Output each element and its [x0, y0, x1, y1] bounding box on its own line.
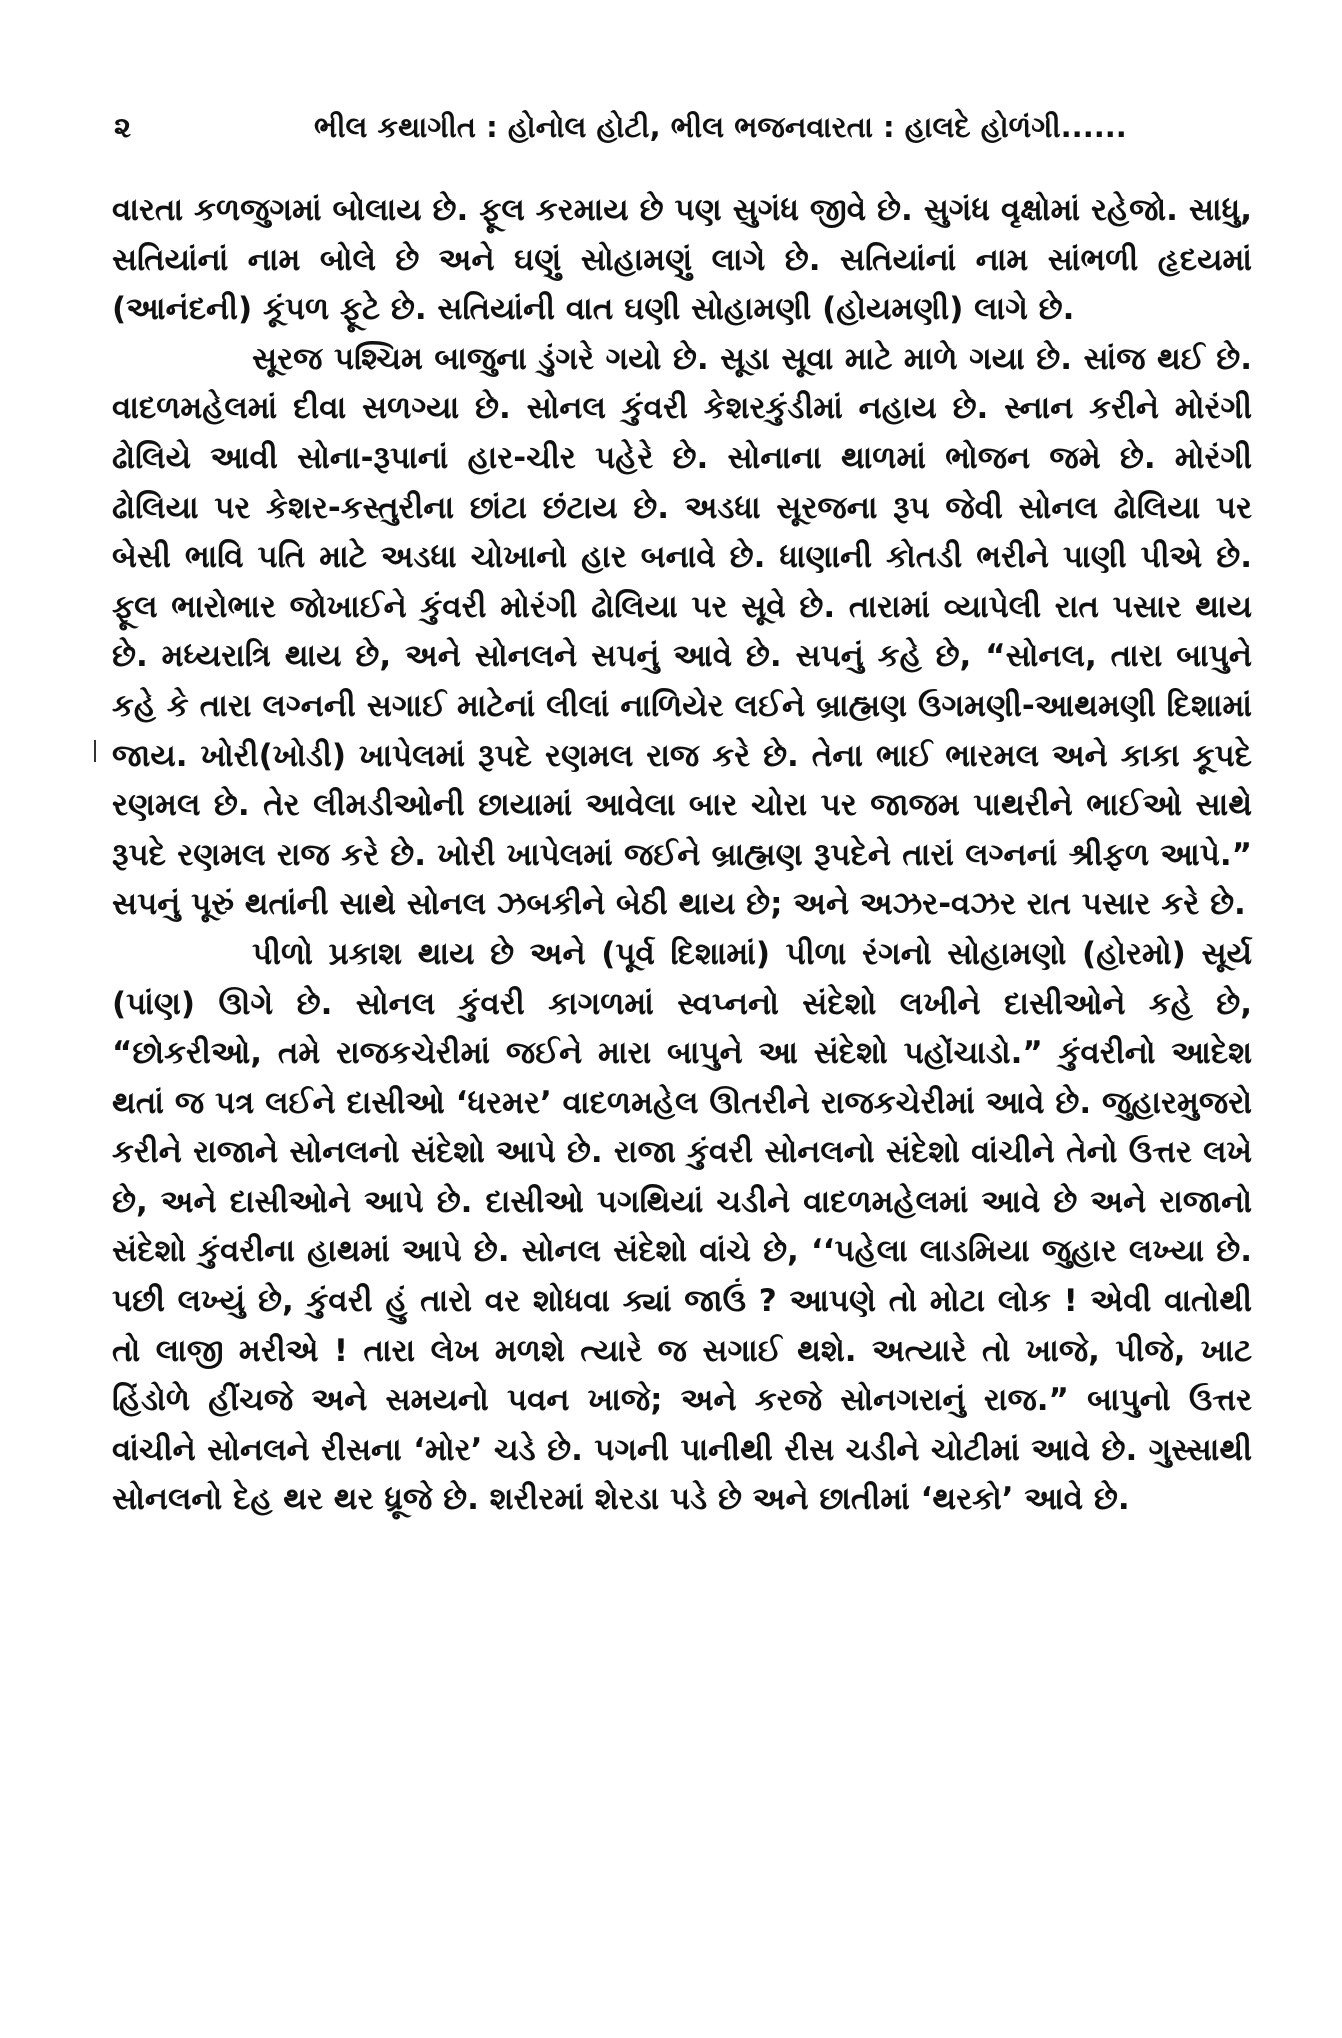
running-title: ભીલ કથાગીત : હોનોલ હોટી, ભીલ ભજનવારતા : હાલદે હોળંગી......: [314, 110, 1127, 144]
paragraph-3: પીળો પ્રકાશ થાય છે અને (પૂર્વ દિશામાં) પીળા રંગનો સોહામણો (હોરમો) સૂર્ય (પાંણ) ઊગે છે. સોનલ કુંવરી કાગળમાં સ્વપ્નનો સંદેશો લખીને દાસીઓને કહે છે, “છોકરીઓ, તમે રાજકચેરીમાં જઈને મારા બાપુને આ સંદેશો પહોંચાડો.” કુંવરીનો આદેશ થતાં જ પત્ર લઈને દાસીઓ ‘ધરમર’ વાદળમહેલ ઊતરીને રાજકચેરીમાં આવે છે. જુહારમુજરો કરીને રાજાને સોનલનો સંદેશો આપે છે. રાજા કુંવરી સોનલનો સંદેશો વાંચીને તેનો ઉત્તર લખે છે, અને દાસીઓને આપે છે. દાસીઓ પગથિયાં ચડીને વાદળમહેલમાં આવે છે અને રાજાનો સંદેશો કુંવરીના હાથમાં આપે છે. સોનલ સંદેશો વાંચે છે, ‘‘પહેલા લાડમિયા જુહાર લખ્યા છે. પછી લખ્યું છે, કુંવરી હું તારો વર શોધવા ક્યાં જાઉં ? આપણે તો મોટા લોક ! એવી વાતોથી તો લાજી મરીએ ! તારા લેખ મળશે ત્યારે જ સગાઈ થશે. અત્યારે તો ખાજે, પીજે, ખાટ હિંડોળે હીંચજે અને સમયનો પવન ખાજે; અને કરજે સોનગરાનું રાજ.” બાપુનો ઉત્તર વાંચીને સોનલને રીસના ‘મોર’ ચડે છે. પગની પાનીથી રીસ ચડીને ચોટીમાં આવે છે. ગુસ્સાથી સોનલનો દેહ થર થર ધ્રૂજે છે. શરીરમાં શેરડા પડે છે અને છાતીમાં ‘થરકો’ આવે છે.: [112, 935, 1252, 1518]
body-text: [112, 186, 1252, 1525]
paragraph-1: વારતા કળજુગમાં બોલાય છે. ફૂલ કરમાય છે પણ સુગંધ જીવે છે. સુગંધ વૃક્ષોમાં રહેજો. સાધુ, સતિયાંનાં નામ બોલે છે અને ઘણું સોહામણું લાગે છે. સતિયાંનાં નામ સાંભળી હૃદયમાં (આનંદની) કૂંપળ ફૂટે છે. સતિયાંની વાત ઘણી સોહામણી (હોયમણી) લાગે છે.: [112, 192, 1252, 328]
paragraph-2: સૂરજ પશ્ચિમ બાજુના ડુંગરે ગયો છે. સૂડા સૂવા માટે માળે ગયા છે. સાંજ થઈ છે. વાદળમહેલમાં દીવા સળગ્યા છે. સોનલ કુંવરી કેશરકુંડીમાં નહાય છે. સ્નાન કરીને મોરંગી ઢોલિયે આવી સોના-રૂપાનાં હાર-ચીર પહેરે છે. સોનાના થાળમાં ભોજન જમે છે. મોરંગી ઢોલિયા પર કેશર-કસ્તુરીના છાંટા છંટાય છે. અડધા સૂરજના રૂપ જેવી સોનલ ઢોલિયા પર બેસી ભાવિ પતિ માટે અડધા ચોખાનો હાર બનાવે છે. ધાણાની કોતડી ભરીને પાણી પીએ છે. ફૂલ ભારોભાર જોખાઈને કુંવરી મોરંગી ઢોલિયા પર સૂવે છે. તારામાં વ્યાપેલી રાત પસાર થાય છે. મધ્યરાત્રિ થાય છે, અને સોનલને સપનું આવે છે. સપનું કહે છે, “સોનલ, તારા બાપુને કહે કે તારા લગ્નની સગાઈ માટેનાં લીલાં નાળિયેર લઈને બ્રાહ્મણ ઉગમણી-આથમણી દિશામાં જાય. ખોરી(ખોડી) ખાપેલમાં રૂપદે રણમલ રાજ કરે છે. તેના ભાઈ ભારમલ અને કાકા કૂપદે રણમલ છે. તેર લીમડીઓની છાયામાં આવેલા બાર ચોરા પર જાજમ પાથરીને ભાઈઓ સાથે રૂપદે રણમલ રાજ કરે છે. ખોરી ખાપેલમાં જઈને બ્રાહ્મણ રૂપદેને તારાં લગ્નનાં શ્રીફળ આપે.” સપનું પૂરું થતાંની સાથે સોનલ ઝબકીને બેઠી થાય છે; અને અઝર-વઝર રાત પસાર કરે છે.: [112, 340, 1252, 923]
margin-mark: [94, 740, 96, 762]
page-header: [114, 110, 1252, 162]
page-number: ૨: [114, 110, 132, 144]
